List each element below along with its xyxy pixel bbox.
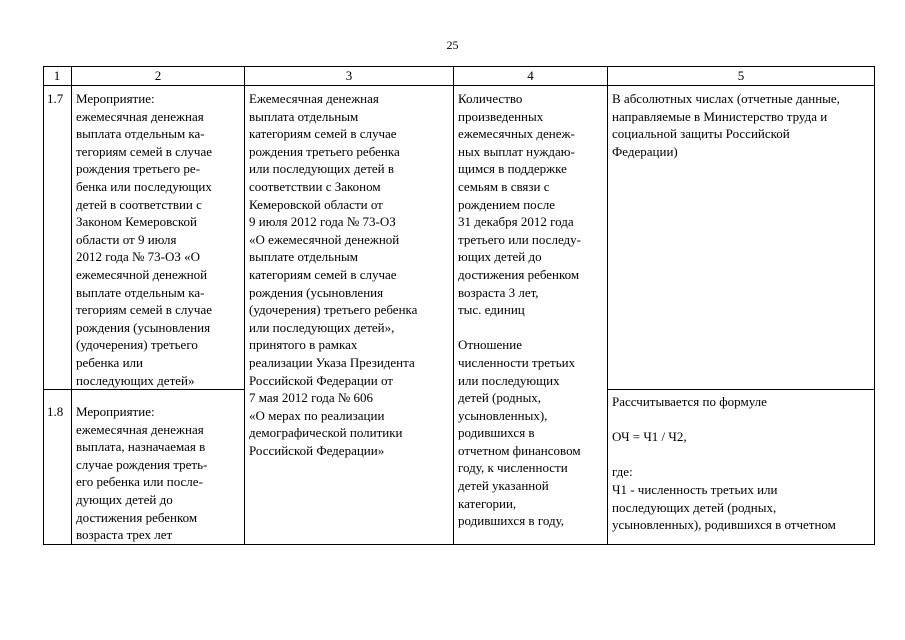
spacer — [458, 319, 603, 337]
table-header-row — [44, 67, 875, 86]
indicator-cell — [454, 86, 608, 545]
header-col-5: 5 — [608, 67, 875, 86]
method-cell: Рассчитывается по формуле ОЧ = Ч1 / Ч2, где: Ч1 - численность третьих или последующих детей (родных, усыновленных), родившихся в отчетном — [608, 390, 875, 545]
indicator-text-1: Количество произведенных ежемесячных денеж- ных выплат нуждаю- щимся в поддержке семьям в связи с рождением после 31 декабря 2012 года третьего или последу- ющих детей до достижения ребенком возраста 3 лет, тыс. единиц — [458, 91, 581, 318]
table-row — [44, 86, 875, 390]
indicators-table — [43, 66, 875, 545]
basis-cell: Ежемесячная денежная выплата отдельным категориям семей в случае рождения третьего ребенка или последующих детей в соответствии с Законом Кемеровской области от 9 июля 2012 года № 73-ОЗ «О ежемесячной денежной выплате отдельным категориям семей в случае рождения (усыновления (удочерения) третьего ребенка или последующих детей», принятого в рамках реализации Указа Президента Российской Федерации от 7 мая 2012 года № 606 «О мерах по реализации демографической политики Российской Федерации» — [245, 86, 454, 545]
event-cell: Мероприятие: ежемесячная денежная выплата отдельным ка- тегориям семей в случае рождения третьего ре- бенка или последующих детей в соответствии с Законом Кемеровской области от 9 июля 2012 года № 73-ОЗ «О ежемесячной денежной выплате отдельным ка- тегориям семей в случае рождения (усыновления (удочерения) третьего ребенка или последующих детей» — [72, 86, 245, 390]
row-number: 1.7 — [44, 86, 72, 390]
header-col-2: 2 — [72, 67, 245, 86]
indicator-text-2: Отношение численности третьих или последующих детей (родных, усыновленных), родившихся в отчетном финансовом году, к численности детей указанной категории, родившихся в году, — [458, 337, 581, 529]
row-number: 1.8 — [44, 390, 72, 545]
header-col-3: 3 — [245, 67, 454, 86]
method-cell: В абсолютных числах (отчетные данные, направляемые в Министерство труда и социальной защиты Российской Федерации) — [608, 86, 875, 390]
header-col-4: 4 — [454, 67, 608, 86]
header-col-1: 1 — [44, 67, 72, 86]
event-cell: Мероприятие: ежемесячная денежная выплата, назначаемая в случае рождения треть- его ребенка или после- дующих детей до достижения ребенком возраста трех лет — [72, 390, 245, 545]
page-number: 25 — [446, 38, 459, 52]
